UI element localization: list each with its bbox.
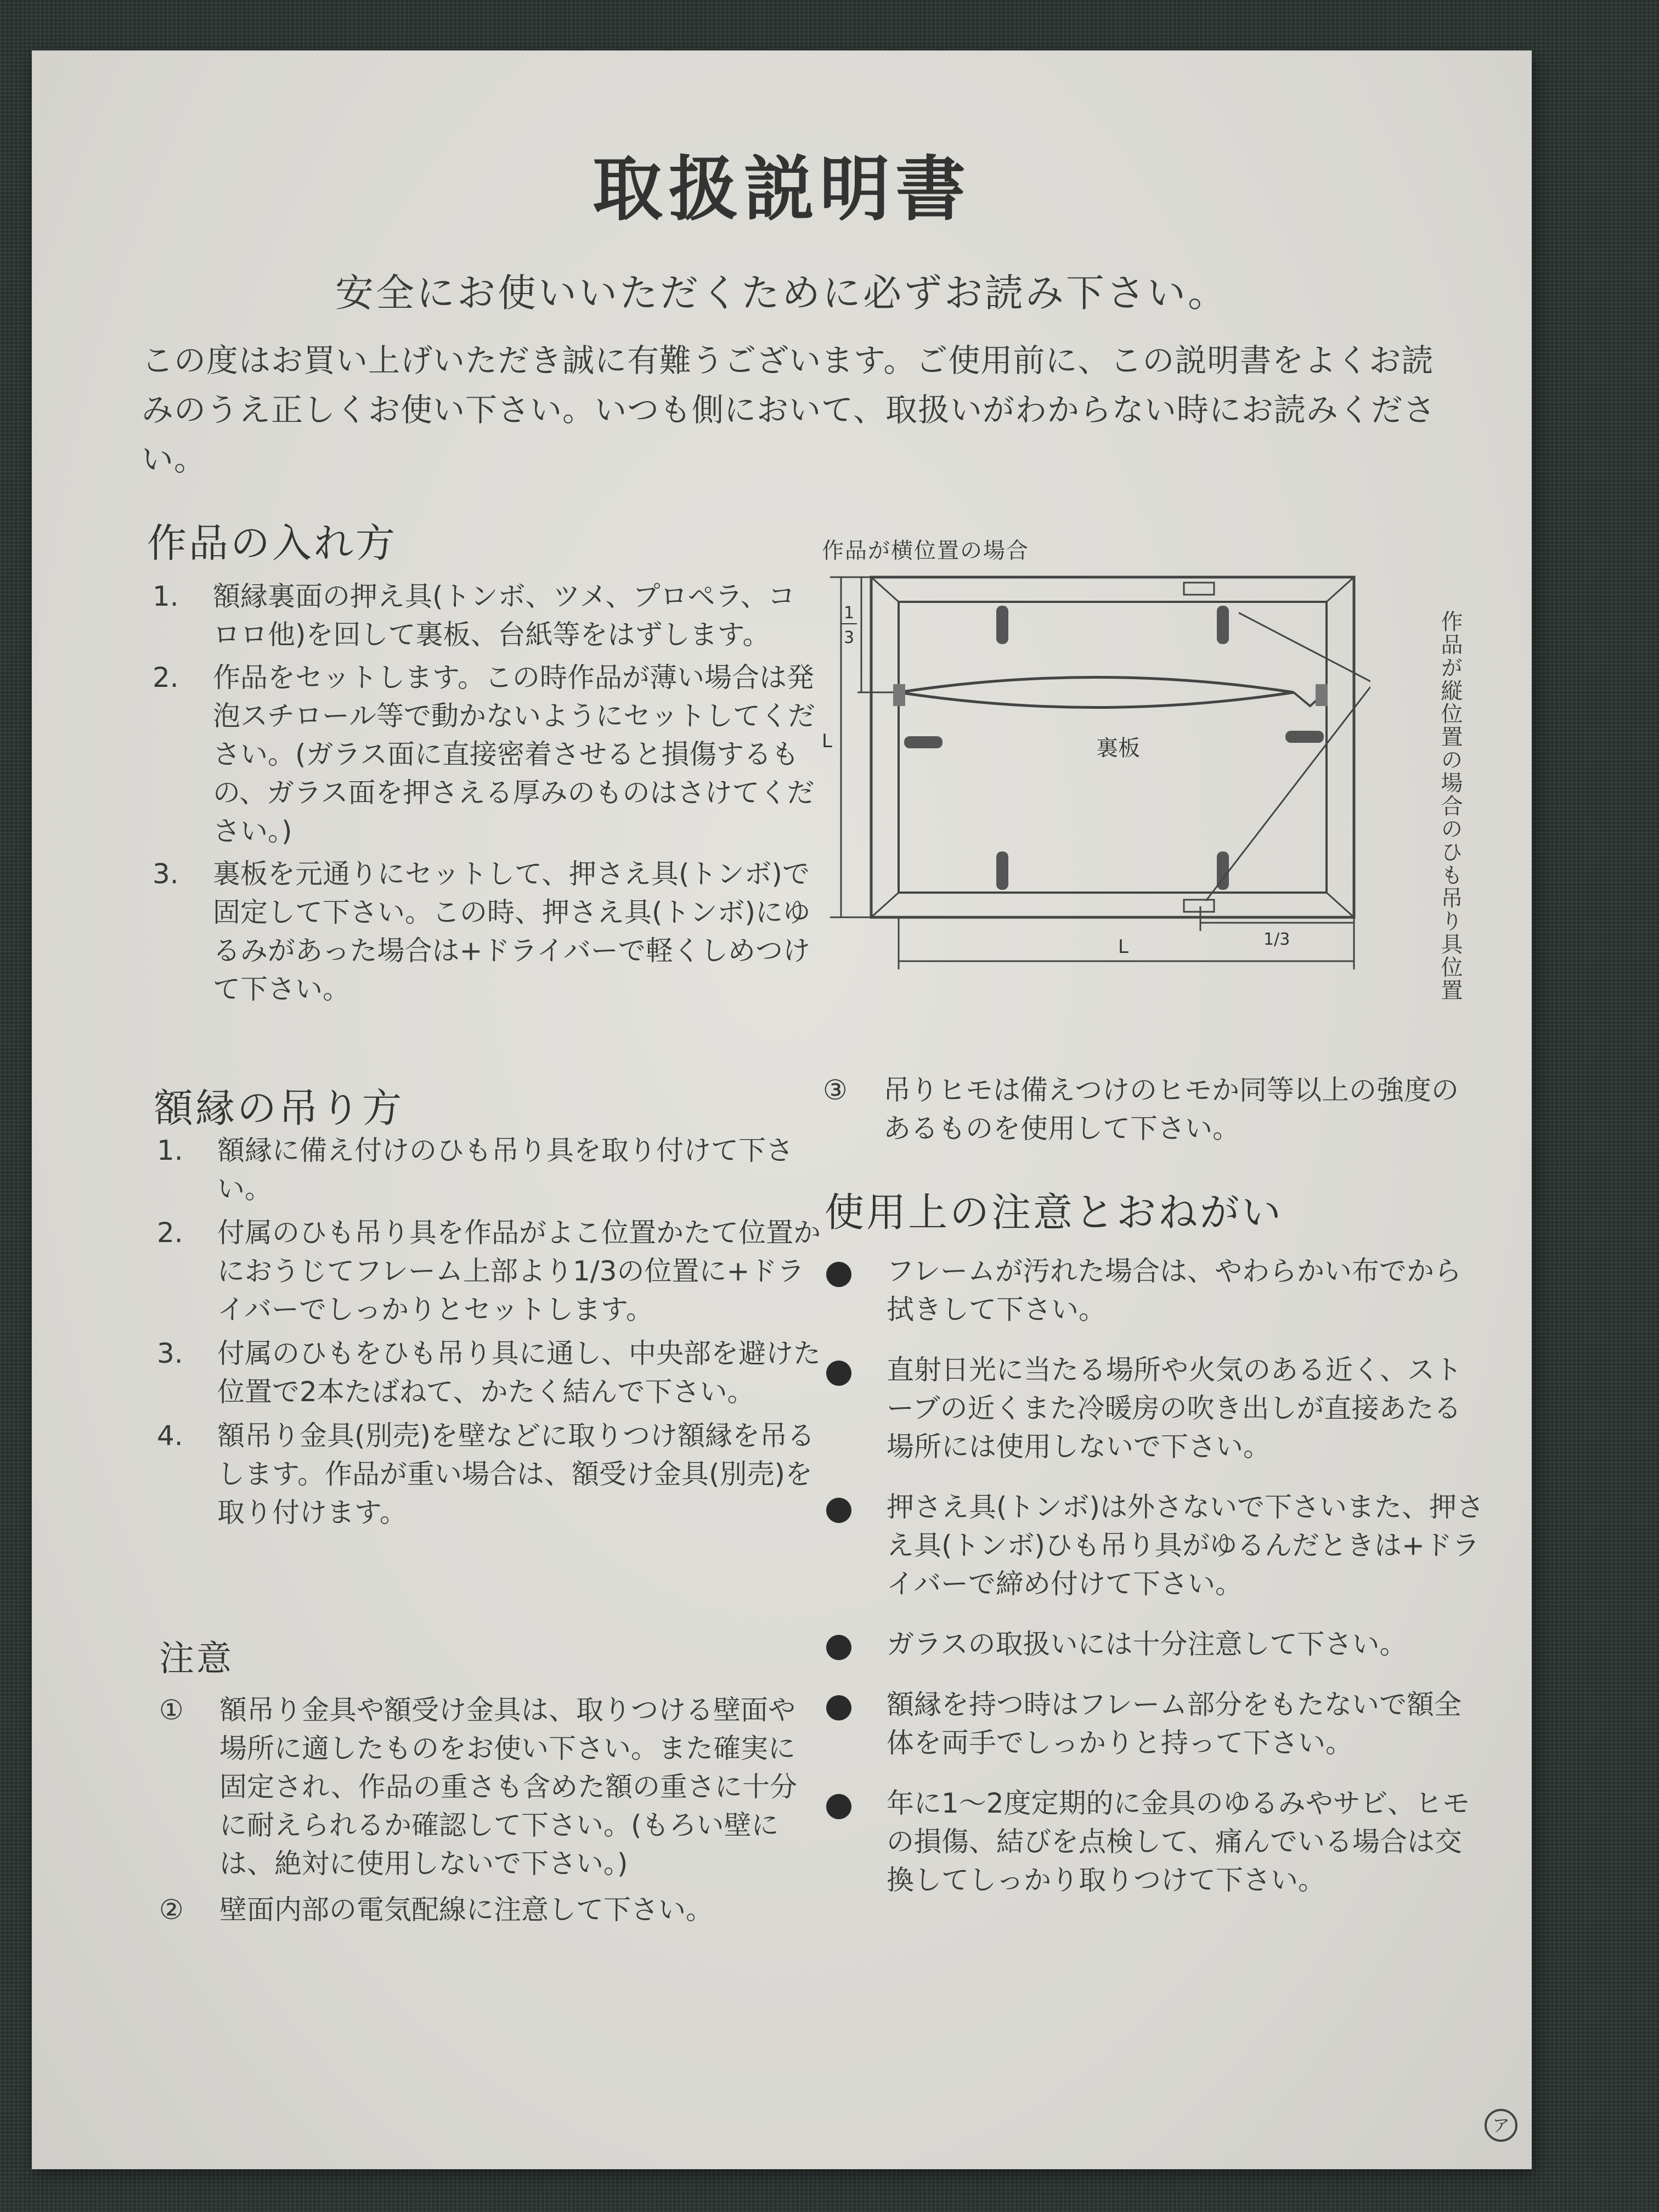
- item-text: 壁面内部の電気配線に注意して下さい。: [219, 1894, 713, 1926]
- item-text: 作品をセットします。この時作品が薄い場合は発泡スチロール等で動かないようにセットしてください。(ガラス面に直接密着させると損傷するもの、ガラス面を押さえる厚みのものはさけてください。): [213, 662, 815, 847]
- list-item: [826, 1252, 1485, 1329]
- item-text: 付属のひもをひも吊り具に通し、中央部を避けた位置で2本たばねて、かたく結んで下さい。: [217, 1338, 821, 1408]
- instruction-sheet: [32, 50, 1532, 2169]
- section-heading-usage: 使用上の注意とおねがい: [825, 1189, 1284, 1235]
- item-number: 1.: [153, 580, 179, 612]
- list-item: [153, 855, 822, 1008]
- item-text: 吊りヒモは備えつけのヒモか同等以上の強度のあるものを使用して下さい。: [883, 1074, 1459, 1144]
- list-item: [153, 577, 822, 654]
- clip-marker: [1217, 606, 1229, 644]
- item-number: 4.: [157, 1420, 183, 1452]
- list-item: [157, 1214, 826, 1329]
- item-text: 付属のひも吊り具を作品がよこ位置かたて位置かにおうじてフレーム上部より1/3の位置に+ドライバーでしっかりとセットします。: [217, 1217, 821, 1325]
- item-text: 額縁に備え付けのひも吊り具を取り付けて下さい。: [217, 1135, 793, 1205]
- diagram-caption: 作品が横位置の場合: [822, 538, 1029, 563]
- insert-steps-list: [153, 577, 822, 1008]
- list-item: [157, 1334, 826, 1411]
- item-number: ③: [823, 1074, 848, 1106]
- bullet-icon: [826, 1695, 851, 1720]
- length-label-bottom: L: [1118, 936, 1128, 958]
- item-text: フレームが汚れた場合は、やわらかい布でから拭きして下さい。: [887, 1255, 1462, 1325]
- item-number: 3.: [153, 858, 179, 890]
- hanging-cord: [899, 678, 1294, 708]
- hanging-steps-list: [157, 1131, 826, 1532]
- item-text: 裏板を元通りにセットして、押さえ具(トンボ)で固定して下さい。この時、押さえ具(トンボ)にゆるみがあった場合は+ドライバーで軽くしめつけて下さい。: [213, 858, 811, 1005]
- bullet-icon: [826, 1498, 851, 1523]
- list-item: [157, 1131, 826, 1208]
- page-subtitle: 安全にお使いいただくために必ずお読み下さい。: [335, 270, 1228, 315]
- item-text: 額縁を持つ時はフレーム部分をもたないで額全体を両手でしっかりと持って下さい。: [887, 1689, 1462, 1759]
- list-item: [826, 1685, 1485, 1762]
- item-number: ②: [159, 1894, 184, 1926]
- clip-marker: [904, 736, 943, 748]
- bullet-icon: [826, 1794, 851, 1819]
- back-board-label: 裏板: [1096, 736, 1140, 761]
- bullet-icon: [826, 1361, 851, 1386]
- fraction-numerator: 1: [844, 603, 855, 623]
- length-label-left: L: [822, 730, 832, 752]
- vertical-caption: 作品が縦位置の場合のひも吊り具位置: [1437, 610, 1463, 1002]
- caution-item-3: [823, 1071, 1481, 1148]
- item-text: 額吊り金具や額受け金具は、取りつける壁面や場所に適したものをお使い下さい。また確実に固定され、作品の重さも含めた額の重さに十分に耐えられるか確認して下さい。(もろい壁には、絶対に使用しないで下さい。): [219, 1694, 797, 1880]
- bullet-icon: [826, 1635, 851, 1660]
- list-item: [159, 1891, 817, 1929]
- list-item: [826, 1625, 1485, 1663]
- list-item: [159, 1691, 817, 1883]
- item-text: 直射日光に当たる場所や火気のある近く、ストーブの近くまた冷暖房の吹き出しが直接あたる場所には使用しないで下さい。: [887, 1354, 1462, 1463]
- fraction-denominator: 3: [844, 628, 855, 647]
- section-heading-insert: 作品の入れ方: [147, 520, 398, 566]
- item-text: 年に1〜2度定期的に金具のゆるみやサビ、ヒモの損傷、結びを点検して、痛んでいる場合は交換してしっかり取りつけて下さい。: [887, 1787, 1470, 1896]
- item-number: ①: [159, 1694, 184, 1726]
- list-item: [826, 1351, 1485, 1466]
- section-heading-hanging: 額縁の吊り方: [154, 1085, 404, 1131]
- item-text: 額縁裏面の押え具(トンボ、ツメ、プロペラ、コロロ他)を回して裏板、台紙等をはずします。: [213, 580, 795, 651]
- one-third-label: 1/3: [1263, 930, 1290, 949]
- frame-diagram: [822, 533, 1480, 1082]
- list-item: [153, 658, 822, 850]
- usage-notes-list: [826, 1252, 1485, 1899]
- item-text: 額吊り金具(別売)を壁などに取りつけ額縁を吊るします。作品が重い場合は、額受け金具(別売)を取り付けます。: [217, 1420, 815, 1528]
- clip-marker: [996, 606, 1008, 644]
- page-title: 取扱説明書: [592, 149, 971, 230]
- item-text: ガラスの取扱いには十分注意して下さい。: [887, 1628, 1407, 1660]
- clip-marker: [1285, 731, 1324, 743]
- clip-marker: [996, 851, 1008, 890]
- list-item: [826, 1488, 1485, 1603]
- intro-paragraph: この度はお買い上げいただき誠に有難うございます。ご使用前に、この説明書をよくお読みのうえ正しくお使い下さい。いつも側において、取扱いがわからない時にお読みください。: [142, 342, 1436, 478]
- item-number: 2.: [157, 1217, 183, 1249]
- item-number: 3.: [157, 1338, 183, 1369]
- item-number: 1.: [157, 1135, 183, 1166]
- item-number: 2.: [153, 662, 179, 693]
- list-item: [157, 1417, 826, 1532]
- caution-heading: 注意: [159, 1639, 234, 1679]
- bullet-icon: [826, 1262, 851, 1287]
- list-item: [826, 1784, 1485, 1899]
- caution-list: [159, 1691, 817, 1929]
- frame-drawing: [822, 566, 1370, 983]
- item-text: 押さえ具(トンボ)は外さないで下さいまた、押さえ具(トンボ)ひも吊り具がゆるんだときは+ドライバーで締め付けて下さい。: [887, 1491, 1485, 1600]
- page-mark: ア: [1485, 2109, 1517, 2142]
